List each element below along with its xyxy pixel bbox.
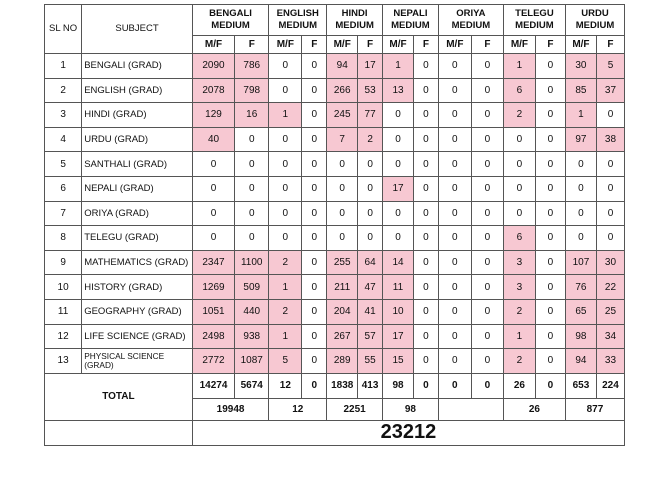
- sl-no-cell: 8: [45, 226, 82, 251]
- value-cell-hindi-f: 77: [358, 103, 383, 128]
- value-cell-nepali-mf: 15: [383, 349, 414, 374]
- value-cell-english-mf: 5: [269, 349, 302, 374]
- subject-cell: ENGLISH (GRAD): [82, 78, 193, 103]
- subject-cell: PHYSICAL SCIENCE (GRAD): [82, 349, 193, 374]
- value-cell-nepali-mf: 0: [383, 152, 414, 177]
- value-cell-nepali-f: 0: [414, 324, 439, 349]
- value-cell-bengali-mf: 0: [192, 152, 234, 177]
- medium-total-english: 12: [269, 398, 327, 420]
- total-cell-english-mf: 12: [269, 373, 302, 398]
- value-cell-hindi-mf: 266: [327, 78, 358, 103]
- value-cell-urdu-mf: 0: [565, 152, 596, 177]
- value-cell-telegu-f: 0: [535, 226, 565, 251]
- value-cell-hindi-f: 17: [358, 54, 383, 79]
- total-cell-bengali-f: 5674: [235, 373, 269, 398]
- total-cell-nepali-mf: 98: [383, 373, 414, 398]
- value-cell-hindi-mf: 245: [327, 103, 358, 128]
- value-cell-oriya-f: 0: [471, 324, 503, 349]
- value-cell-oriya-mf: 0: [438, 250, 471, 275]
- value-cell-urdu-mf: 1: [565, 103, 596, 128]
- value-cell-bengali-f: 0: [235, 226, 269, 251]
- total-cell-english-f: 0: [302, 373, 327, 398]
- value-cell-nepali-f: 0: [414, 176, 439, 201]
- value-cell-bengali-f: 440: [235, 299, 269, 324]
- value-cell-hindi-f: 53: [358, 78, 383, 103]
- subject-cell: LIFE SCIENCE (GRAD): [82, 324, 193, 349]
- value-cell-english-mf: 2: [269, 250, 302, 275]
- sl-no-cell: 4: [45, 127, 82, 152]
- value-cell-hindi-f: 0: [358, 152, 383, 177]
- value-cell-nepali-mf: 0: [383, 103, 414, 128]
- value-cell-telegu-mf: 0: [503, 201, 535, 226]
- value-cell-bengali-f: 1100: [235, 250, 269, 275]
- total-cell-oriya-f: 0: [471, 373, 503, 398]
- value-cell-english-mf: 1: [269, 275, 302, 300]
- value-cell-urdu-f: 25: [596, 299, 624, 324]
- value-cell-bengali-mf: 1269: [192, 275, 234, 300]
- value-cell-bengali-f: 16: [235, 103, 269, 128]
- sl-no-cell: 12: [45, 324, 82, 349]
- f-header-nepali: F: [414, 36, 439, 54]
- value-cell-urdu-mf: 0: [565, 176, 596, 201]
- total-cell-urdu-f: 224: [596, 373, 624, 398]
- value-cell-telegu-mf: 3: [503, 275, 535, 300]
- value-cell-bengali-mf: 2090: [192, 54, 234, 79]
- value-cell-urdu-f: 0: [596, 176, 624, 201]
- value-cell-english-mf: 0: [269, 226, 302, 251]
- value-cell-oriya-mf: 0: [438, 226, 471, 251]
- subject-cell: MATHEMATICS (GRAD): [82, 250, 193, 275]
- value-cell-hindi-mf: 289: [327, 349, 358, 374]
- value-cell-oriya-mf: 0: [438, 103, 471, 128]
- mf-header-english: M/F: [269, 36, 302, 54]
- value-cell-nepali-mf: 0: [383, 226, 414, 251]
- value-cell-nepali-f: 0: [414, 103, 439, 128]
- medium-header-nepali: NEPALI MEDIUM: [383, 5, 439, 36]
- table-row: [45, 103, 625, 128]
- medium-total-urdu: 877: [565, 398, 624, 420]
- value-cell-hindi-f: 0: [358, 176, 383, 201]
- mf-header-oriya: M/F: [438, 36, 471, 54]
- value-cell-telegu-mf: 6: [503, 226, 535, 251]
- value-cell-telegu-mf: 1: [503, 54, 535, 79]
- total-cell-nepali-f: 0: [414, 373, 439, 398]
- value-cell-hindi-mf: 94: [327, 54, 358, 79]
- total-cell-urdu-mf: 653: [565, 373, 596, 398]
- value-cell-nepali-mf: 17: [383, 324, 414, 349]
- value-cell-hindi-mf: 267: [327, 324, 358, 349]
- value-cell-hindi-f: 57: [358, 324, 383, 349]
- subject-cell: NEPALI (GRAD): [82, 176, 193, 201]
- value-cell-urdu-mf: 97: [565, 127, 596, 152]
- table-row: [45, 176, 625, 201]
- value-cell-nepali-mf: 0: [383, 201, 414, 226]
- medium-total-telegu: 26: [503, 398, 565, 420]
- medium-header-oriya: ORIYA MEDIUM: [438, 5, 503, 36]
- value-cell-nepali-f: 0: [414, 250, 439, 275]
- value-cell-nepali-f: 0: [414, 349, 439, 374]
- grand-total-spacer: [45, 420, 193, 445]
- value-cell-oriya-mf: 0: [438, 152, 471, 177]
- value-cell-urdu-f: 33: [596, 349, 624, 374]
- value-cell-bengali-f: 1087: [235, 349, 269, 374]
- medium-header-bengali: BENGALI MEDIUM: [192, 5, 268, 36]
- value-cell-nepali-mf: 14: [383, 250, 414, 275]
- medium-header-english: ENGLISH MEDIUM: [269, 5, 327, 36]
- value-cell-english-mf: 0: [269, 201, 302, 226]
- table-row: [45, 201, 625, 226]
- value-cell-oriya-mf: 0: [438, 54, 471, 79]
- value-cell-english-f: 0: [302, 299, 327, 324]
- value-cell-hindi-f: 2: [358, 127, 383, 152]
- mf-header-nepali: M/F: [383, 36, 414, 54]
- value-cell-bengali-mf: 0: [192, 201, 234, 226]
- value-cell-english-f: 0: [302, 349, 327, 374]
- value-cell-telegu-mf: 2: [503, 349, 535, 374]
- value-cell-english-f: 0: [302, 176, 327, 201]
- value-cell-oriya-mf: 0: [438, 324, 471, 349]
- subject-cell: HINDI (GRAD): [82, 103, 193, 128]
- sl-no-cell: 10: [45, 275, 82, 300]
- value-cell-bengali-mf: 2347: [192, 250, 234, 275]
- f-header-oriya: F: [471, 36, 503, 54]
- f-header-english: F: [302, 36, 327, 54]
- value-cell-english-mf: 1: [269, 324, 302, 349]
- value-cell-urdu-f: 34: [596, 324, 624, 349]
- value-cell-oriya-f: 0: [471, 103, 503, 128]
- value-cell-english-mf: 0: [269, 54, 302, 79]
- value-cell-hindi-f: 0: [358, 201, 383, 226]
- value-cell-english-mf: 2: [269, 299, 302, 324]
- sl-no-cell: 9: [45, 250, 82, 275]
- value-cell-nepali-mf: 11: [383, 275, 414, 300]
- value-cell-urdu-mf: 65: [565, 299, 596, 324]
- value-cell-telegu-f: 0: [535, 250, 565, 275]
- value-cell-urdu-f: 5: [596, 54, 624, 79]
- value-cell-oriya-f: 0: [471, 127, 503, 152]
- value-cell-bengali-mf: 2078: [192, 78, 234, 103]
- value-cell-nepali-f: 0: [414, 78, 439, 103]
- value-cell-bengali-mf: 2772: [192, 349, 234, 374]
- value-cell-hindi-mf: 7: [327, 127, 358, 152]
- sl-no-cell: 3: [45, 103, 82, 128]
- value-cell-english-f: 0: [302, 250, 327, 275]
- value-cell-nepali-f: 0: [414, 152, 439, 177]
- value-cell-urdu-mf: 107: [565, 250, 596, 275]
- subject-cell: ORIYA (GRAD): [82, 201, 193, 226]
- value-cell-english-mf: 0: [269, 152, 302, 177]
- value-cell-telegu-mf: 0: [503, 152, 535, 177]
- value-cell-oriya-f: 0: [471, 275, 503, 300]
- subject-cell: BENGALI (GRAD): [82, 54, 193, 79]
- value-cell-bengali-f: 0: [235, 127, 269, 152]
- value-cell-oriya-f: 0: [471, 54, 503, 79]
- value-cell-urdu-mf: 76: [565, 275, 596, 300]
- value-cell-english-mf: 0: [269, 176, 302, 201]
- value-cell-telegu-f: 0: [535, 127, 565, 152]
- value-cell-urdu-mf: 0: [565, 226, 596, 251]
- value-cell-english-f: 0: [302, 54, 327, 79]
- value-cell-urdu-f: 38: [596, 127, 624, 152]
- value-cell-bengali-f: 798: [235, 78, 269, 103]
- value-cell-nepali-f: 0: [414, 127, 439, 152]
- total-cell-bengali-mf: 14274: [192, 373, 234, 398]
- value-cell-urdu-f: 30: [596, 250, 624, 275]
- value-cell-hindi-f: 47: [358, 275, 383, 300]
- value-cell-oriya-f: 0: [471, 201, 503, 226]
- value-cell-telegu-f: 0: [535, 299, 565, 324]
- value-cell-urdu-f: 22: [596, 275, 624, 300]
- enrollment-table: [44, 4, 625, 446]
- value-cell-english-mf: 0: [269, 78, 302, 103]
- total-cell-hindi-mf: 1838: [327, 373, 358, 398]
- value-cell-telegu-mf: 0: [503, 176, 535, 201]
- medium-header-urdu: URDU MEDIUM: [565, 5, 624, 36]
- value-cell-oriya-f: 0: [471, 349, 503, 374]
- subject-cell: TELEGU (GRAD): [82, 226, 193, 251]
- value-cell-urdu-f: 0: [596, 201, 624, 226]
- value-cell-telegu-f: 0: [535, 78, 565, 103]
- medium-header-hindi: HINDI MEDIUM: [327, 5, 383, 36]
- value-cell-oriya-mf: 0: [438, 349, 471, 374]
- value-cell-telegu-mf: 3: [503, 250, 535, 275]
- table-row: [45, 54, 625, 79]
- value-cell-bengali-f: 0: [235, 176, 269, 201]
- value-cell-nepali-f: 0: [414, 226, 439, 251]
- medium-header-telegu: TELEGU MEDIUM: [503, 5, 565, 36]
- value-cell-hindi-mf: 204: [327, 299, 358, 324]
- value-cell-bengali-f: 938: [235, 324, 269, 349]
- medium-total-bengali: 19948: [192, 398, 268, 420]
- value-cell-telegu-f: 0: [535, 176, 565, 201]
- sl-no-cell: 2: [45, 78, 82, 103]
- sl-no-cell: 1: [45, 54, 82, 79]
- table-row: [45, 152, 625, 177]
- value-cell-nepali-f: 0: [414, 54, 439, 79]
- value-cell-urdu-f: 0: [596, 152, 624, 177]
- value-cell-english-f: 0: [302, 324, 327, 349]
- value-cell-nepali-f: 0: [414, 275, 439, 300]
- value-cell-nepali-mf: 13: [383, 78, 414, 103]
- mf-header-telegu: M/F: [503, 36, 535, 54]
- value-cell-oriya-mf: 0: [438, 299, 471, 324]
- value-cell-telegu-f: 0: [535, 349, 565, 374]
- sl-no-header: SL NO: [45, 5, 82, 54]
- value-cell-hindi-mf: 0: [327, 176, 358, 201]
- value-cell-telegu-mf: 0: [503, 127, 535, 152]
- value-cell-telegu-mf: 1: [503, 324, 535, 349]
- value-cell-telegu-mf: 2: [503, 103, 535, 128]
- value-cell-urdu-f: 0: [596, 226, 624, 251]
- value-cell-telegu-f: 0: [535, 201, 565, 226]
- value-cell-nepali-f: 0: [414, 299, 439, 324]
- table-row: [45, 275, 625, 300]
- sl-no-cell: 6: [45, 176, 82, 201]
- total-cell-telegu-mf: 26: [503, 373, 535, 398]
- table-row: [45, 349, 625, 374]
- value-cell-oriya-f: 0: [471, 176, 503, 201]
- value-cell-telegu-mf: 6: [503, 78, 535, 103]
- value-cell-oriya-f: 0: [471, 250, 503, 275]
- value-cell-bengali-f: 0: [235, 201, 269, 226]
- value-cell-hindi-mf: 0: [327, 226, 358, 251]
- value-cell-oriya-mf: 0: [438, 176, 471, 201]
- value-cell-nepali-mf: 0: [383, 127, 414, 152]
- value-cell-urdu-mf: 94: [565, 349, 596, 374]
- value-cell-bengali-f: 0: [235, 152, 269, 177]
- value-cell-hindi-mf: 255: [327, 250, 358, 275]
- value-cell-telegu-f: 0: [535, 324, 565, 349]
- value-cell-telegu-f: 0: [535, 103, 565, 128]
- total-cell-telegu-f: 0: [535, 373, 565, 398]
- mf-header-bengali: M/F: [192, 36, 234, 54]
- value-cell-oriya-mf: 0: [438, 201, 471, 226]
- value-cell-english-f: 0: [302, 201, 327, 226]
- table-body: [45, 54, 625, 374]
- table-row: [45, 250, 625, 275]
- value-cell-urdu-mf: 0: [565, 201, 596, 226]
- value-cell-telegu-f: 0: [535, 275, 565, 300]
- totals-row-split: [45, 373, 625, 398]
- value-cell-urdu-f: 37: [596, 78, 624, 103]
- value-cell-bengali-mf: 1051: [192, 299, 234, 324]
- header-row-mediums: [45, 5, 625, 36]
- value-cell-bengali-mf: 0: [192, 226, 234, 251]
- table-row: [45, 78, 625, 103]
- value-cell-bengali-mf: 40: [192, 127, 234, 152]
- value-cell-hindi-f: 55: [358, 349, 383, 374]
- value-cell-urdu-mf: 30: [565, 54, 596, 79]
- value-cell-bengali-f: 509: [235, 275, 269, 300]
- value-cell-urdu-mf: 98: [565, 324, 596, 349]
- sl-no-cell: 7: [45, 201, 82, 226]
- value-cell-bengali-mf: 2498: [192, 324, 234, 349]
- grand-total-row: [45, 420, 625, 445]
- value-cell-english-f: 0: [302, 103, 327, 128]
- value-cell-nepali-f: 0: [414, 201, 439, 226]
- value-cell-urdu-mf: 85: [565, 78, 596, 103]
- value-cell-hindi-f: 0: [358, 226, 383, 251]
- value-cell-oriya-f: 0: [471, 299, 503, 324]
- value-cell-hindi-mf: 211: [327, 275, 358, 300]
- value-cell-bengali-mf: 0: [192, 176, 234, 201]
- table-row: [45, 226, 625, 251]
- value-cell-hindi-mf: 0: [327, 201, 358, 226]
- sl-no-cell: 5: [45, 152, 82, 177]
- sl-no-cell: 13: [45, 349, 82, 374]
- value-cell-oriya-mf: 0: [438, 78, 471, 103]
- value-cell-english-mf: 0: [269, 127, 302, 152]
- value-cell-bengali-f: 786: [235, 54, 269, 79]
- value-cell-english-f: 0: [302, 275, 327, 300]
- value-cell-oriya-mf: 0: [438, 127, 471, 152]
- value-cell-oriya-f: 0: [471, 152, 503, 177]
- total-label: TOTAL: [45, 373, 193, 420]
- value-cell-nepali-mf: 17: [383, 176, 414, 201]
- value-cell-urdu-f: 0: [596, 103, 624, 128]
- mf-header-urdu: M/F: [565, 36, 596, 54]
- subject-cell: URDU (GRAD): [82, 127, 193, 152]
- medium-total-oriya: [438, 398, 503, 420]
- subject-cell: HISTORY (GRAD): [82, 275, 193, 300]
- subject-cell: GEOGRAPHY (GRAD): [82, 299, 193, 324]
- f-header-bengali: F: [235, 36, 269, 54]
- value-cell-telegu-f: 0: [535, 54, 565, 79]
- mf-header-hindi: M/F: [327, 36, 358, 54]
- table-row: [45, 299, 625, 324]
- value-cell-hindi-f: 41: [358, 299, 383, 324]
- f-header-telegu: F: [535, 36, 565, 54]
- value-cell-nepali-mf: 1: [383, 54, 414, 79]
- value-cell-hindi-mf: 0: [327, 152, 358, 177]
- value-cell-english-f: 0: [302, 226, 327, 251]
- value-cell-telegu-mf: 2: [503, 299, 535, 324]
- table-row: [45, 127, 625, 152]
- value-cell-oriya-mf: 0: [438, 275, 471, 300]
- value-cell-english-mf: 1: [269, 103, 302, 128]
- f-header-hindi: F: [358, 36, 383, 54]
- grand-total: 23212: [192, 420, 624, 445]
- value-cell-oriya-f: 0: [471, 226, 503, 251]
- total-cell-hindi-f: 413: [358, 373, 383, 398]
- value-cell-oriya-f: 0: [471, 78, 503, 103]
- value-cell-nepali-mf: 10: [383, 299, 414, 324]
- value-cell-english-f: 0: [302, 78, 327, 103]
- medium-total-hindi: 2251: [327, 398, 383, 420]
- value-cell-english-f: 0: [302, 152, 327, 177]
- medium-total-nepali: 98: [383, 398, 439, 420]
- value-cell-hindi-f: 64: [358, 250, 383, 275]
- table-row: [45, 324, 625, 349]
- subject-header: SUBJECT: [82, 5, 193, 54]
- total-cell-oriya-mf: 0: [438, 373, 471, 398]
- f-header-urdu: F: [596, 36, 624, 54]
- value-cell-telegu-f: 0: [535, 152, 565, 177]
- value-cell-bengali-mf: 129: [192, 103, 234, 128]
- sl-no-cell: 11: [45, 299, 82, 324]
- value-cell-english-f: 0: [302, 127, 327, 152]
- subject-cell: SANTHALI (GRAD): [82, 152, 193, 177]
